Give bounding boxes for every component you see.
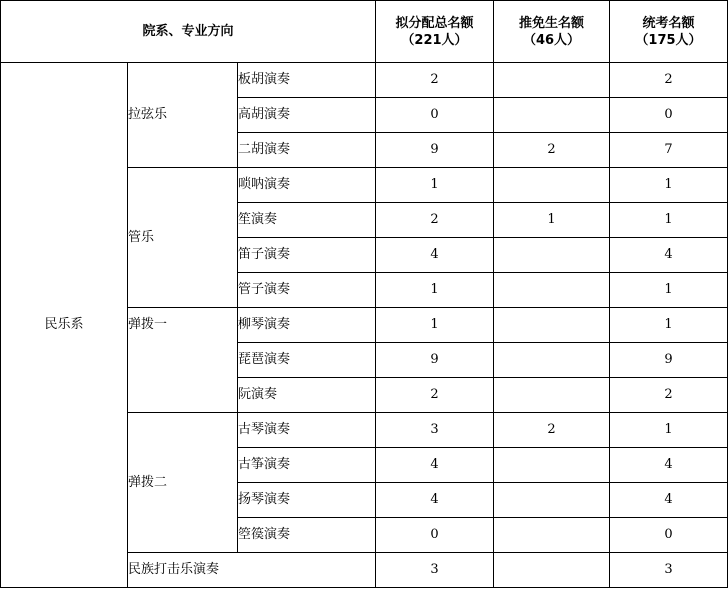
exempt-cell xyxy=(494,553,610,588)
exam-cell: 3 xyxy=(610,553,728,588)
major-cell: 板胡演奏 xyxy=(238,63,376,98)
major-cell: 笙演奏 xyxy=(238,203,376,238)
total-cell: 1 xyxy=(376,308,494,343)
exam-cell: 1 xyxy=(610,413,728,448)
header-total xyxy=(376,1,494,63)
total-cell: 4 xyxy=(376,238,494,273)
major-cell: 扬琴演奏 xyxy=(238,483,376,518)
major-cell: 二胡演奏 xyxy=(238,133,376,168)
exempt-cell xyxy=(494,448,610,483)
exempt-cell xyxy=(494,273,610,308)
exempt-cell xyxy=(494,98,610,133)
header-exempt-label: 推免生名额 xyxy=(518,15,584,31)
header-row xyxy=(1,1,728,63)
group-cell: 拉弦乐 xyxy=(128,63,238,168)
major-cell: 柳琴演奏 xyxy=(238,308,376,343)
exam-cell: 1 xyxy=(610,273,728,308)
group-cell: 弹拨二 xyxy=(128,413,238,553)
exam-cell: 4 xyxy=(610,483,728,518)
total-cell: 9 xyxy=(376,343,494,378)
total-cell: 1 xyxy=(376,168,494,203)
total-cell: 3 xyxy=(376,553,494,588)
exam-cell: 2 xyxy=(610,378,728,413)
exempt-cell xyxy=(494,168,610,203)
header-exam xyxy=(610,1,728,63)
exempt-cell xyxy=(494,238,610,273)
exempt-cell xyxy=(494,378,610,413)
exam-cell: 7 xyxy=(610,133,728,168)
group-cell: 弹拨一 xyxy=(128,308,238,413)
major-cell: 唢呐演奏 xyxy=(238,168,376,203)
major-cell: 琵琶演奏 xyxy=(238,343,376,378)
total-cell: 3 xyxy=(376,413,494,448)
major-cell: 古琴演奏 xyxy=(238,413,376,448)
header-exempt xyxy=(494,1,610,63)
exam-cell: 4 xyxy=(610,448,728,483)
group-cell: 管乐 xyxy=(128,168,238,308)
major-cell: 古筝演奏 xyxy=(238,448,376,483)
header-exam-label: 统考名额 xyxy=(642,15,695,31)
header-total-count: （221人） xyxy=(401,32,468,48)
exempt-cell xyxy=(494,308,610,343)
total-cell: 2 xyxy=(376,378,494,413)
exempt-cell: 1 xyxy=(494,203,610,238)
major-cell: 民族打击乐演奏 xyxy=(128,553,376,588)
major-cell: 箜篌演奏 xyxy=(238,518,376,553)
exam-cell: 4 xyxy=(610,238,728,273)
exam-cell: 0 xyxy=(610,518,728,553)
exam-cell: 9 xyxy=(610,343,728,378)
table-row xyxy=(1,63,728,98)
exam-cell: 0 xyxy=(610,98,728,133)
total-cell: 1 xyxy=(376,273,494,308)
major-cell: 管子演奏 xyxy=(238,273,376,308)
exempt-cell: 2 xyxy=(494,133,610,168)
header-exam-count: （175人） xyxy=(635,32,702,48)
major-cell: 笛子演奏 xyxy=(238,238,376,273)
exempt-cell xyxy=(494,343,610,378)
header-total-label: 拟分配总名额 xyxy=(395,15,474,31)
exam-cell: 2 xyxy=(610,63,728,98)
department-cell: 民乐系 xyxy=(1,63,128,588)
major-cell: 阮演奏 xyxy=(238,378,376,413)
exempt-cell xyxy=(494,63,610,98)
exam-cell: 1 xyxy=(610,168,728,203)
total-cell: 4 xyxy=(376,483,494,518)
exempt-cell xyxy=(494,518,610,553)
header-exempt-count: （46人） xyxy=(522,32,581,48)
total-cell: 0 xyxy=(376,98,494,133)
exempt-cell xyxy=(494,483,610,518)
exam-cell: 1 xyxy=(610,308,728,343)
total-cell: 2 xyxy=(376,203,494,238)
header-category-label: 院系、专业方向 xyxy=(142,24,234,39)
exam-cell: 1 xyxy=(610,203,728,238)
total-cell: 0 xyxy=(376,518,494,553)
total-cell: 9 xyxy=(376,133,494,168)
total-cell: 2 xyxy=(376,63,494,98)
total-cell: 4 xyxy=(376,448,494,483)
header-category xyxy=(1,1,376,63)
exempt-cell: 2 xyxy=(494,413,610,448)
major-cell: 高胡演奏 xyxy=(238,98,376,133)
